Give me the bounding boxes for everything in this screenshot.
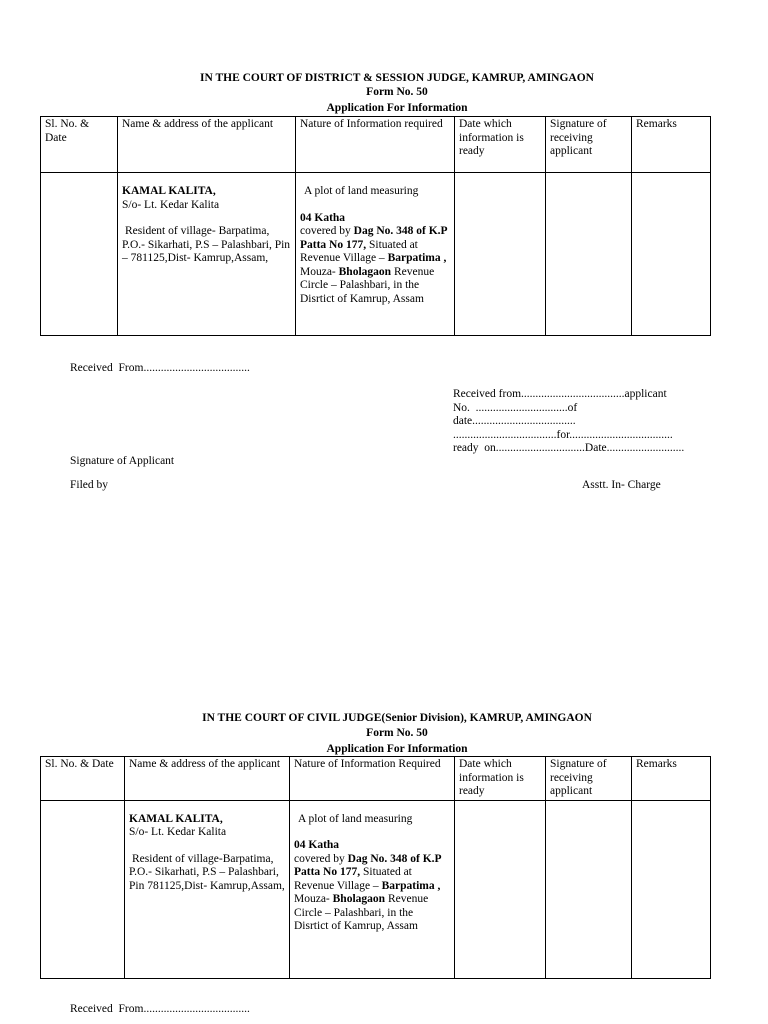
cell-applicant xyxy=(118,173,296,336)
nature-dag: Dag No. 348 of K.P Patta No 177, xyxy=(300,225,447,251)
header-name-address: Name & address of the applicant xyxy=(118,117,296,173)
table-header-row xyxy=(41,757,711,801)
nature-village: Barpatima , xyxy=(387,252,447,264)
receipt-line-3: date.................................... xyxy=(453,415,576,427)
filed-by: Filed by xyxy=(70,479,109,491)
applicant-address: Resident of village- Barpatima, P.O.- Sikarhati, P.S – Palashbari, Pin – 781125,Dist- Kamrup,Assam, xyxy=(122,225,291,264)
header-remarks: Remarks xyxy=(632,757,711,801)
cell-nature xyxy=(290,800,455,978)
cell-sl-no xyxy=(41,173,118,336)
applicant-name: KAMAL KALITA, xyxy=(122,185,216,197)
cell-remarks xyxy=(632,173,711,336)
nature-details xyxy=(294,839,450,934)
application-table xyxy=(40,116,711,336)
signature-of-applicant: Signature of Applicant xyxy=(70,455,175,467)
cell-applicant xyxy=(125,800,290,978)
nature-mouza-label: Mouza- xyxy=(294,893,333,905)
applicant-father: S/o- Lt. Kedar Kalita xyxy=(122,198,220,211)
applicant-address: Resident of village-Barpatima, P.O.- Sikarhati, P.S – Palashbari, Pin 781125,Dist- Kamrup,Assam, xyxy=(129,852,285,892)
applicant-father: S/o- Lt. Kedar Kalita xyxy=(129,826,227,838)
table-header-row xyxy=(41,117,711,173)
receipt-line-1: Received from....................................applicant xyxy=(453,388,667,400)
cell-nature xyxy=(296,173,455,336)
cell-signature xyxy=(546,800,632,978)
application-table-2 xyxy=(40,756,711,979)
nature-mouza: Bholagaon xyxy=(338,265,392,278)
nature-details xyxy=(300,212,450,307)
nature-village: Barpatima , xyxy=(381,879,441,892)
received-from-field-2: Received From..................................... xyxy=(70,1003,250,1015)
header-date-ready: Date which information is ready xyxy=(455,117,546,173)
table-row xyxy=(41,173,711,336)
header-name-address: Name & address of the applicant xyxy=(125,757,290,801)
nature-katha: 04 Katha xyxy=(300,211,346,224)
applicant-name: KAMAL KALITA, xyxy=(129,812,223,825)
table-row xyxy=(41,800,711,978)
receipt-line-5: ready on...............................Date........................... xyxy=(453,442,685,454)
nature-intro: A plot of land measuring xyxy=(298,812,413,825)
application-title-2: Application For Information xyxy=(326,743,468,755)
nature-situated: Situated at Revenue Village – xyxy=(300,238,418,264)
cell-signature xyxy=(546,173,632,336)
nature-intro: A plot of land measuring xyxy=(304,185,419,197)
nature-covered-by: covered by xyxy=(300,225,354,237)
header-nature: Nature of Information required xyxy=(296,117,455,173)
nature-covered-by: covered by xyxy=(294,852,348,865)
header-sl-no: Sl. No. & Date xyxy=(41,757,125,801)
asstt-in-charge: Asstt. In- Charge xyxy=(582,479,661,491)
header-signature: Signature of receiving applicant xyxy=(546,757,632,801)
nature-situated: Situated at Revenue Village – xyxy=(294,866,412,892)
receipt-line-4: ....................................for.................................... xyxy=(453,428,673,441)
header-signature: Signature of receiving applicant xyxy=(546,117,632,173)
nature-mouza: Bholagaon xyxy=(332,893,386,905)
nature-rest: Revenue Circle – Palashbari, in the Disrtict of Kamrup, Assam xyxy=(300,265,435,305)
court-title-2: IN THE COURT OF CIVIL JUDGE(Senior Division), KAMRUP, AMINGAON xyxy=(202,712,592,724)
application-title: Application For Information xyxy=(326,102,468,114)
nature-dag: Dag No. 348 of K.P Patta No 177, xyxy=(294,852,441,878)
header-date-ready: Date which information is ready xyxy=(455,757,546,801)
nature-mouza-label: Mouza- xyxy=(300,265,339,278)
header-sl-no: Sl. No. & Date xyxy=(41,117,118,173)
nature-katha: 04 Katha xyxy=(294,839,340,851)
nature-rest: Revenue Circle – Palashbari, in the Disrtict of Kamrup, Assam xyxy=(294,893,429,932)
cell-remarks xyxy=(632,800,711,978)
receipt-line-2: No. ................................of xyxy=(453,401,578,414)
received-from-field: Received From..................................... xyxy=(70,362,250,374)
receipt-block xyxy=(453,388,684,456)
form-number: Form No. 50 xyxy=(366,86,428,98)
header-nature: Nature of Information Required xyxy=(290,757,455,801)
cell-sl-no xyxy=(41,800,125,978)
cell-date-ready xyxy=(455,173,546,336)
cell-date-ready xyxy=(455,800,546,978)
form-number-2: Form No. 50 xyxy=(366,727,428,739)
header-remarks: Remarks xyxy=(632,117,711,173)
court-title: IN THE COURT OF DISTRICT & SESSION JUDGE, KAMRUP, AMINGAON xyxy=(200,72,594,84)
